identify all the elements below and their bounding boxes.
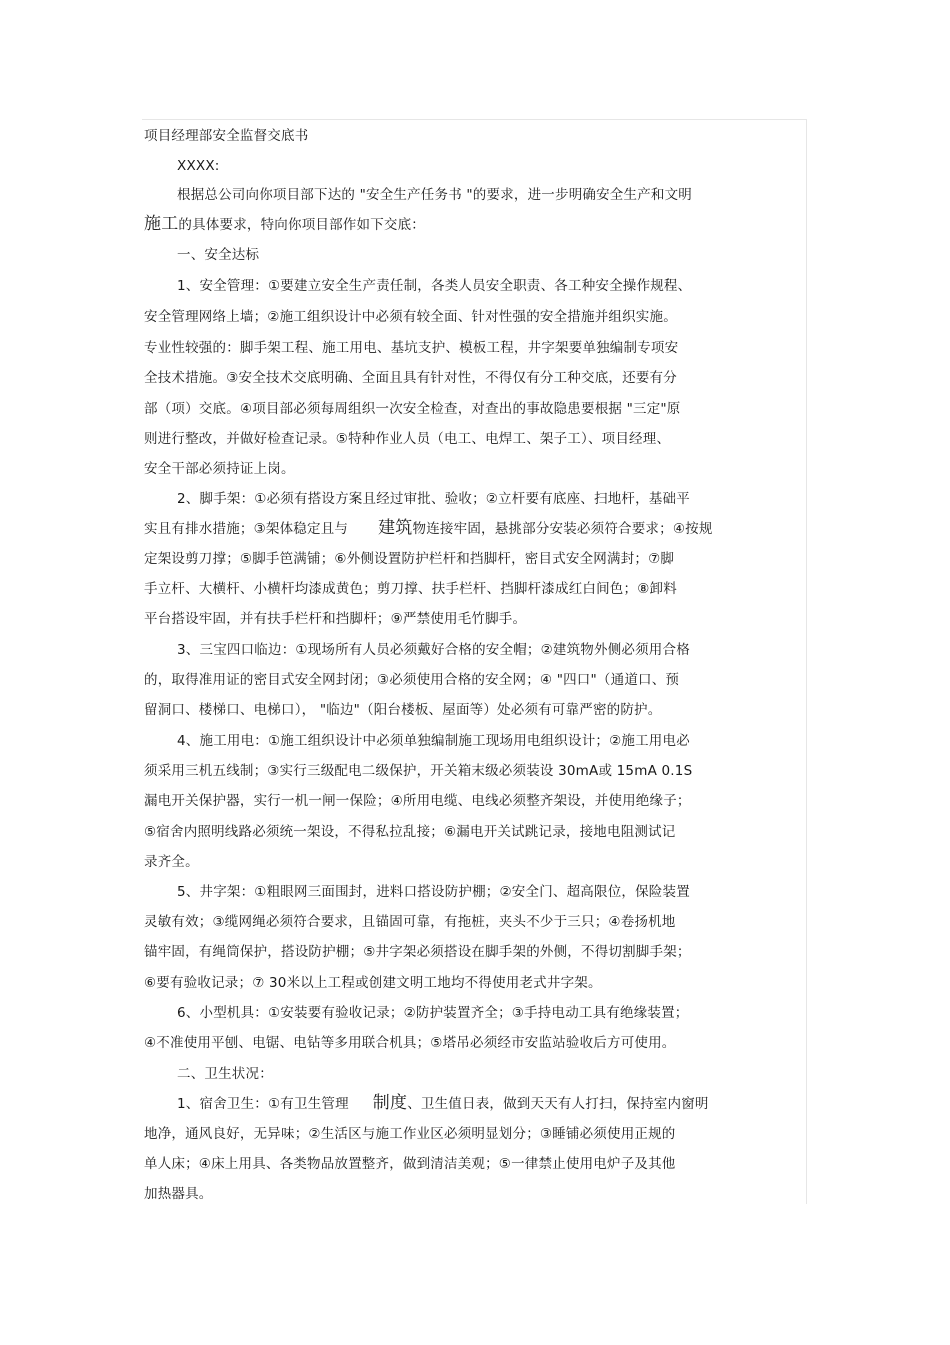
large-word: 建筑 (378, 518, 413, 538)
section-heading: 二、卫生状况： (177, 1066, 273, 1082)
paragraph-line: 加热器具。 (144, 1186, 213, 1202)
paragraph-line: 5、井字架：①粗眼网三面围封，进料口搭设防护棚；②安全门、超高限位，保险装置 (177, 884, 690, 900)
paragraph-line: ⑤宿舍内照明线路必须统一架设，不得私拉乱接；⑥漏电开关试跳记录，接地电阻测试记 (144, 824, 676, 840)
paragraph-line: 的，取得准用证的密目式安全网封闭；③必须使用合格的安全网；④ "四口"（通道口、预 (144, 672, 680, 688)
section-heading: 一、安全达标 (177, 247, 260, 263)
paragraph-line: 地净，通风良好，无异味；②生活区与施工作业区必须明显划分；③睡铺必须使用正规的 (144, 1126, 676, 1142)
paragraph-line (177, 1094, 709, 1113)
paragraph-line: 须采用三机五线制；③实行三级配电二级保护，开关箱末级必须装设 30mA或 15mA 0.1S (144, 763, 693, 779)
line-segment: 的具体要求，特向你项目部作如下交底： (178, 217, 426, 233)
paragraph-line: 定架设剪刀撑；⑤脚手笆满铺；⑥外侧设置防护栏杆和挡脚杆，密目式安全网满封；⑦脚 (144, 551, 675, 567)
paragraph-line: 4、施工用电：①施工组织设计中必须单独编制施工现场用电组织设计；②施工用电必 (177, 733, 690, 749)
paragraph-line: 全技术措施。③安全技术交底明确、全面且具有针对性，不得仅有分工种交底，还要有分 (144, 370, 677, 386)
paragraph-line: 漏电开关保护器，实行一机一闸一保险；④所用电缆、电线必须整齐架设，并使用绝缘子； (144, 793, 691, 809)
large-word: 制度 (372, 1093, 408, 1113)
paragraph-line: ⑥要有验收记录；⑦ 30米以上工程或创建文明工地均不得使用老式井字架。 (144, 975, 602, 991)
paragraph-line: 锚牢固，有绳筒保护，搭设防护棚；⑤井字架必须搭设在脚手架的外侧，不得切割脚手架； (144, 944, 691, 960)
paragraph-line: 则进行整改，并做好检查记录。⑤特种作业人员（电工、电焊工、架子工）、项目经理、 (144, 431, 671, 447)
paragraph-line: 平台搭设牢固，并有扶手栏杆和挡脚杆；⑨严禁使用毛竹脚手。 (144, 611, 527, 627)
paragraph-line: 6、小型机具：①安装要有验收记录；②防护装置齐全；③手持电动工具有绝缘装置； (177, 1005, 689, 1021)
paragraph-line: 手立杆、大横杆、小横杆均漆成黄色；剪刀撑、扶手栏杆、挡脚杆漆成红白间色；⑧卸料 (144, 581, 677, 597)
line-segment: 1、宿舍卫生：①有卫生管理 (177, 1096, 349, 1112)
paragraph-line: 根据总公司向你项目部下达的 "安全生产任务书 "的要求，进一步明确安全生产和文明 (177, 187, 693, 203)
paragraph-line: ④不准使用平刨、电锯、电钻等多用联合机具；⑤塔吊必须经市安监站验收后方可使用。 (144, 1035, 676, 1051)
paragraph-line: 部（项）交底。④项目部必须每周组织一次安全检查，对查出的事故隐患要根据 "三定"原 (144, 401, 681, 417)
line-segment: 物连接牢固，悬挑部分安装必须符合要求；④按规 (412, 521, 713, 537)
document-title: 项目经理部安全监督交底书 (144, 128, 309, 144)
paragraph-line (144, 215, 425, 234)
line-segment: 实且有排水措施；③架体稳定且与 (144, 521, 349, 537)
paragraph-line: 留洞口、楼梯口、电梯口）， "临边"（阳台楼板、屋面等）处必须有可靠严密的防护。 (144, 702, 662, 718)
paragraph-line: 1、安全管理：①要建立安全生产责任制，各类人员安全职责、各工种安全操作规程、 (177, 278, 692, 294)
paragraph-line: 专业性较强的：脚手架工程、施工用电、基坑支护、模板工程，井字架要单独编制专项安 (144, 340, 679, 356)
large-word: 施工 (144, 214, 179, 234)
paragraph-line (144, 519, 713, 538)
paragraph-line: 3、三宝四口临边：①现场所有人员必须戴好合格的安全帽；②建筑物外侧必须用合格 (177, 642, 690, 658)
addressee: XXXX: (177, 158, 220, 174)
paragraph-line: 录齐全。 (144, 854, 199, 870)
paragraph-line: 2、脚手架：①必须有搭设方案且经过审批、验收；②立杆要有底座、扫地杆，基础平 (177, 491, 690, 507)
paragraph-line: 单人床；④床上用具、各类物品放置整齐，做到清洁美观；⑤一律禁止使用电炉子及其他 (144, 1156, 676, 1172)
line-segment: 、卫生值日表，做到天天有人打扫，保持室内窗明 (407, 1096, 709, 1112)
paragraph-line: 灵敏有效；③缆网绳必须符合要求，且锚固可靠，有拖桩，夹头不少于三只；④卷扬机地 (144, 914, 676, 930)
paragraph-line: 安全管理网络上墙；②施工组织设计中必须有较全面、针对性强的安全措施并组织实施。 (144, 309, 677, 325)
paragraph-line: 安全干部必须持证上岗。 (144, 461, 295, 477)
